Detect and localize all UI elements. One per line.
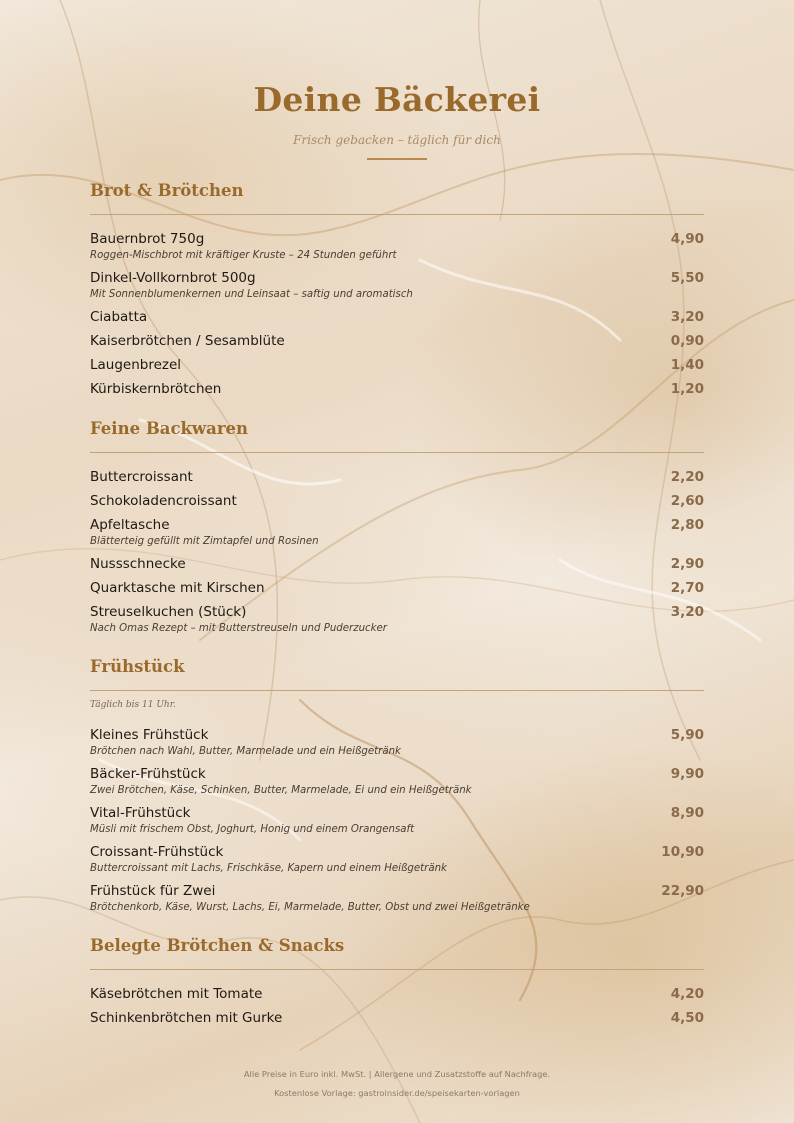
menu-item-name: Kaiserbrötchen / Sesamblüte (90, 333, 285, 349)
section-divider (90, 452, 704, 453)
menu-item-text (90, 603, 644, 636)
menu-item-price: 1,20 (670, 381, 704, 397)
menu-item (90, 492, 704, 510)
menu-item (90, 468, 704, 486)
menu-item-text (90, 804, 644, 837)
menu-item-name: Bauernbrot 750g (90, 231, 205, 247)
menu-section (90, 935, 704, 1027)
section-title: Frühstück (90, 657, 185, 676)
menu-item-name: Ciabatta (90, 309, 148, 325)
menu-item-price: 5,90 (670, 727, 704, 743)
menu-item-name: Buttercroissant (90, 469, 193, 485)
menu-item-name: Quarktasche mit Kirschen (90, 580, 265, 596)
menu-item-text (90, 468, 644, 486)
menu-item (90, 985, 704, 1003)
menu-item-price: 1,40 (670, 357, 704, 373)
menu-item (90, 603, 704, 636)
menu-item-description: Zwei Brötchen, Käse, Schinken, Butter, Marmelade, Ei und ein Heißgetränk (90, 785, 472, 796)
menu-item-name: Laugenbrezel (90, 357, 182, 373)
menu-item-description: Mit Sonnenblumenkernen und Leinsaat – saftig und aromatisch (90, 289, 413, 300)
menu-item-text (90, 765, 644, 798)
menu-item (90, 804, 704, 837)
menu-item-price: 2,80 (670, 517, 704, 533)
section-divider (90, 690, 704, 691)
menu-item-description: Blätterteig gefüllt mit Zimtapfel und Rosinen (90, 536, 319, 547)
section-divider (90, 969, 704, 970)
menu-item-price: 3,20 (670, 604, 704, 620)
menu-item-text (90, 308, 644, 326)
menu-item-price: 22,90 (661, 883, 704, 899)
menu-item-text (90, 230, 644, 263)
menu-item-price: 2,20 (670, 469, 704, 485)
menu-item (90, 726, 704, 759)
menu-item-text (90, 492, 644, 510)
menu-sections (90, 180, 704, 1027)
page-subtitle: Frisch gebacken – täglich für dich (293, 133, 501, 147)
menu-item (90, 230, 704, 263)
menu-item-description: Nach Omas Rezept – mit Butterstreuseln und Puderzucker (90, 623, 387, 634)
menu-item-name: Streuselkuchen (Stück) (90, 604, 247, 620)
menu-item-price: 4,90 (670, 231, 704, 247)
menu-item-name: Vital-Frühstück (90, 805, 191, 821)
menu-item-price: 2,90 (670, 556, 704, 572)
menu-item-price: 4,50 (670, 1010, 704, 1026)
title-divider (367, 158, 427, 160)
menu-item-text (90, 332, 644, 350)
menu-item (90, 765, 704, 798)
menu-item (90, 308, 704, 326)
menu-item-name: Nussschnecke (90, 556, 186, 572)
menu-item-text (90, 726, 644, 759)
menu-item-description: Brötchen nach Wahl, Butter, Marmelade und ein Heißgetränk (90, 746, 401, 757)
menu-item-price: 2,70 (670, 580, 704, 596)
menu-item-name: Croissant-Frühstück (90, 844, 224, 860)
menu-item-price: 10,90 (661, 844, 704, 860)
menu-item-price: 5,50 (670, 270, 704, 286)
footer-price-note: Alle Preise in Euro inkl. MwSt. | Allergene und Zusatzstoffe auf Nachfrage. (243, 1069, 551, 1079)
menu-item (90, 269, 704, 302)
menu-item-price: 9,90 (670, 766, 704, 782)
page-title: Deine Bäckerei (253, 80, 541, 119)
menu-item (90, 356, 704, 374)
menu-item-price: 2,60 (670, 493, 704, 509)
section-title: Feine Backwaren (90, 419, 249, 438)
menu-item-text (90, 843, 644, 876)
menu-section (90, 418, 704, 636)
menu-item-description: Müsli mit frischem Obst, Joghurt, Honig und einem Orangensaft (90, 824, 415, 835)
section-note: Täglich bis 11 Uhr. (90, 700, 176, 710)
menu-header (90, 0, 704, 160)
menu-section (90, 180, 704, 398)
menu-item (90, 1009, 704, 1027)
section-title: Brot & Brötchen (90, 181, 244, 200)
menu-item-text (90, 269, 644, 302)
footer-template-credit: Kostenlose Vorlage: gastroinsider.de/speisekarten-vorlagen (274, 1088, 520, 1098)
menu-item-price: 0,90 (670, 333, 704, 349)
menu-item-name: Kürbiskernbrötchen (90, 381, 222, 397)
menu-item (90, 882, 704, 915)
menu-item-description: Roggen-Mischbrot mit kräftiger Kruste – 24 Stunden geführt (90, 250, 397, 261)
menu-item-name: Kleines Frühstück (90, 727, 209, 743)
menu-item (90, 332, 704, 350)
menu-item-price: 4,20 (670, 986, 704, 1002)
menu-item-text (90, 1009, 644, 1027)
section-divider (90, 214, 704, 215)
menu-item-name: Bäcker-Frühstück (90, 766, 206, 782)
menu-item (90, 843, 704, 876)
menu-item-description: Buttercroissant mit Lachs, Frischkäse, Kapern und einem Heißgetränk (90, 863, 447, 874)
menu-item-name: Apfeltasche (90, 517, 170, 533)
menu-item-name: Frühstück für Zwei (90, 883, 216, 899)
menu-section (90, 656, 704, 915)
menu-item-text (90, 579, 644, 597)
menu-item-text (90, 380, 644, 398)
menu-item-description: Brötchenkorb, Käse, Wurst, Lachs, Ei, Marmelade, Butter, Obst und zwei Heißgetränke (90, 902, 530, 913)
menu-item-price: 3,20 (670, 309, 704, 325)
menu-item (90, 555, 704, 573)
menu-item (90, 579, 704, 597)
menu-item-text (90, 555, 644, 573)
menu-item-price: 8,90 (670, 805, 704, 821)
menu-item (90, 516, 704, 549)
menu-item (90, 380, 704, 398)
menu-item-name: Käsebrötchen mit Tomate (90, 986, 263, 1002)
section-title: Belegte Brötchen & Snacks (90, 936, 345, 955)
menu-page (90, 0, 704, 1033)
menu-item-text (90, 356, 644, 374)
menu-item-text (90, 516, 644, 549)
menu-item-name: Schinkenbrötchen mit Gurke (90, 1010, 283, 1026)
menu-item-text (90, 985, 644, 1003)
menu-item-text (90, 882, 644, 915)
menu-item-name: Dinkel-Vollkornbrot 500g (90, 270, 256, 286)
menu-item-name: Schokoladencroissant (90, 493, 237, 509)
footer (0, 1068, 794, 1099)
